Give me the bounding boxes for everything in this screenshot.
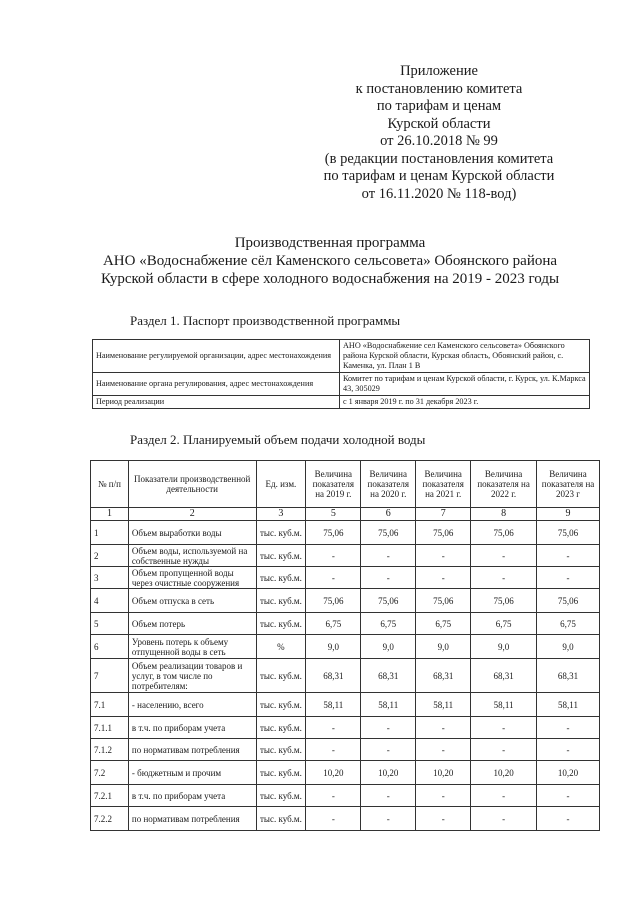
row-indicator-name: Объем отпуска в сеть (128, 589, 256, 613)
row-value: - (416, 739, 471, 761)
column-number: 6 (361, 508, 416, 521)
row-value: - (471, 717, 537, 739)
passport-row (93, 373, 590, 396)
row-value: 75,06 (361, 589, 416, 613)
appendix-line: Курской области (387, 115, 491, 132)
section-1-heading: Раздел 1. Паспорт производственной программы (130, 313, 401, 328)
column-number: 8 (471, 508, 537, 521)
table-row (91, 659, 600, 693)
passport-value: с 1 января 2019 г. по 31 декабря 2023 г. (340, 396, 590, 409)
title-line: АНО «Водоснабжение сёл Каменского сельсовета» Обоянского района (102, 253, 558, 269)
row-value: 6,75 (537, 613, 600, 635)
row-unit: тыс. куб.м. (256, 785, 306, 807)
row-value: 58,11 (471, 693, 537, 717)
row-value: - (361, 717, 416, 739)
row-value: - (306, 717, 361, 739)
row-number: 4 (91, 589, 129, 613)
row-value: 10,20 (306, 761, 361, 785)
row-value: - (306, 785, 361, 807)
header-cell: № п/п (91, 461, 129, 508)
table-row (91, 693, 600, 717)
row-value: - (361, 739, 416, 761)
title-line: Производственная программа (234, 235, 426, 251)
row-value: 9,0 (537, 635, 600, 659)
row-value: - (471, 739, 537, 761)
row-number: 7.1.1 (91, 717, 129, 739)
passport-row (93, 396, 590, 409)
row-value: 6,75 (416, 613, 471, 635)
row-unit: тыс. куб.м. (256, 589, 306, 613)
row-unit: тыс. куб.м. (256, 659, 306, 693)
row-value: - (471, 807, 537, 831)
passport-value: Комитет по тарифам и ценам Курской области, г. Курск, ул. К.Маркса 43, 305029 (340, 373, 590, 396)
table-row (91, 739, 600, 761)
column-number: 5 (306, 508, 361, 521)
appendix-line: от 26.10.2018 № 99 (380, 133, 498, 149)
table-row (91, 613, 600, 635)
row-value: - (361, 567, 416, 589)
row-value: 58,11 (306, 693, 361, 717)
row-number: 7.1 (91, 693, 129, 717)
row-unit: тыс. куб.м. (256, 567, 306, 589)
row-value: - (537, 545, 600, 567)
row-value: 75,06 (537, 589, 600, 613)
row-value: - (471, 545, 537, 567)
row-indicator-name: - бюджетным и прочим (128, 761, 256, 785)
row-indicator-name: Объем пропущенной воды через очистные сооружения (128, 567, 256, 589)
row-value: - (361, 785, 416, 807)
row-value: 9,0 (416, 635, 471, 659)
row-value: - (361, 545, 416, 567)
row-value: 68,31 (471, 659, 537, 693)
appendix-line: от 16.11.2020 № 118-вод) (361, 185, 517, 202)
row-indicator-name: Объем выработки воды (128, 521, 256, 545)
row-value: - (306, 807, 361, 831)
row-value: - (306, 567, 361, 589)
passport-label: Наименование регулируемой организации, адрес местонахождения (93, 340, 340, 373)
header-cell: Величина показателя на 2020 г. (361, 461, 416, 508)
row-number: 7.2.1 (91, 785, 129, 807)
passport-row (93, 340, 590, 373)
row-indicator-name: Объем воды, используемой на собственные нужды (128, 545, 256, 567)
header-cell: Показатели производственной деятельности (128, 461, 256, 508)
row-value: 75,06 (416, 589, 471, 613)
column-number: 1 (91, 508, 129, 521)
passport-label: Наименование органа регулирования, адрес местонахождения (93, 373, 340, 396)
row-number: 7.2 (91, 761, 129, 785)
table-row (91, 807, 600, 831)
row-indicator-name: Объем реализации товаров и услуг, в том числе по потребителям: (128, 659, 256, 693)
row-unit: тыс. куб.м. (256, 717, 306, 739)
row-value: 9,0 (361, 635, 416, 659)
row-value: - (537, 785, 600, 807)
row-number: 7 (91, 659, 129, 693)
row-value: 75,06 (537, 521, 600, 545)
row-indicator-name: Уровень потерь к объему отпущенной воды в сеть (128, 635, 256, 659)
appendix-line: по тарифам и ценам Курской области (323, 168, 555, 184)
appendix-header (304, 63, 574, 203)
appendix-line: (в редакции постановления комитета (324, 150, 554, 167)
row-unit: тыс. куб.м. (256, 545, 306, 567)
table-row (91, 717, 600, 739)
row-value: - (416, 785, 471, 807)
header-cell: Величина показателя на 2019 г. (306, 461, 361, 508)
column-number: 9 (537, 508, 600, 521)
row-number: 1 (91, 521, 129, 545)
row-value: 9,0 (306, 635, 361, 659)
water-supply-table (90, 460, 600, 831)
row-value: 75,06 (471, 589, 537, 613)
row-value: - (537, 717, 600, 739)
row-unit: тыс. куб.м. (256, 761, 306, 785)
row-unit: тыс. куб.м. (256, 613, 306, 635)
row-unit: тыс. куб.м. (256, 807, 306, 831)
passport-label: Период реализации (93, 396, 340, 409)
row-value: - (416, 717, 471, 739)
row-value: - (416, 567, 471, 589)
row-value: - (537, 567, 600, 589)
row-unit: % (256, 635, 306, 659)
row-value: - (471, 567, 537, 589)
row-value: 75,06 (416, 521, 471, 545)
row-unit: тыс. куб.м. (256, 693, 306, 717)
row-value: - (306, 739, 361, 761)
row-indicator-name: - населению, всего (128, 693, 256, 717)
row-value: - (361, 807, 416, 831)
row-value: 75,06 (471, 521, 537, 545)
table-row (91, 785, 600, 807)
row-value: 10,20 (361, 761, 416, 785)
passport-value: АНО «Водоснабжение сел Каменского сельсовета» Обоянского района Курской области, Курская область, Обоянский район, с. Каменка, ул. План 1 В (340, 340, 590, 373)
table-row (91, 567, 600, 589)
column-number: 2 (128, 508, 256, 521)
column-number-row (91, 508, 600, 521)
row-value: 68,31 (416, 659, 471, 693)
header-cell: Величина показателя на 2021 г. (416, 461, 471, 508)
table-row (91, 521, 600, 545)
row-value: 58,11 (361, 693, 416, 717)
appendix-line: по тарифам и ценам (376, 98, 502, 114)
row-value: 58,11 (416, 693, 471, 717)
section-2-heading: Раздел 2. Планируемый объем подачи холодной воды (130, 432, 426, 447)
row-number: 7.1.2 (91, 739, 129, 761)
row-value: 58,11 (537, 693, 600, 717)
column-number: 3 (256, 508, 306, 521)
header-cell: Ед. изм. (256, 461, 306, 508)
row-indicator-name: в т.ч. по приборам учета (128, 717, 256, 739)
row-value: 9,0 (471, 635, 537, 659)
row-number: 5 (91, 613, 129, 635)
row-value: 6,75 (471, 613, 537, 635)
row-number: 2 (91, 545, 129, 567)
row-value: 68,31 (306, 659, 361, 693)
title-line: Курской области в сфере холодного водоснабжения на 2019 - 2023 годы (100, 271, 560, 287)
appendix-line: к постановлению комитета (355, 80, 523, 97)
row-indicator-name: по нормативам потребления (128, 739, 256, 761)
row-value: 75,06 (306, 521, 361, 545)
row-value: - (306, 545, 361, 567)
row-value: - (537, 739, 600, 761)
row-value: 75,06 (361, 521, 416, 545)
header-row (91, 461, 600, 508)
row-value: - (537, 807, 600, 831)
row-value: 10,20 (537, 761, 600, 785)
row-value: 10,20 (471, 761, 537, 785)
header-cell: Величина показателя на 2023 г (537, 461, 600, 508)
document-title (60, 234, 600, 288)
column-number: 7 (416, 508, 471, 521)
row-value: 6,75 (361, 613, 416, 635)
row-unit: тыс. куб.м. (256, 739, 306, 761)
appendix-line: Приложение (400, 63, 478, 79)
row-value: - (471, 785, 537, 807)
row-value: 68,31 (361, 659, 416, 693)
row-value: 75,06 (306, 589, 361, 613)
row-unit: тыс. куб.м. (256, 521, 306, 545)
table-row (91, 589, 600, 613)
row-value: 68,31 (537, 659, 600, 693)
table-row (91, 761, 600, 785)
row-value: 6,75 (306, 613, 361, 635)
row-number: 7.2.2 (91, 807, 129, 831)
header-cell: Величина показателя на 2022 г. (471, 461, 537, 508)
row-value: - (416, 545, 471, 567)
row-number: 3 (91, 567, 129, 589)
row-indicator-name: по нормативам потребления (128, 807, 256, 831)
table-row (91, 635, 600, 659)
row-value: 10,20 (416, 761, 471, 785)
row-number: 6 (91, 635, 129, 659)
row-value: - (416, 807, 471, 831)
passport-table (92, 339, 590, 409)
table-row (91, 545, 600, 567)
row-indicator-name: Объем потерь (128, 613, 256, 635)
row-indicator-name: в т.ч. по приборам учета (128, 785, 256, 807)
